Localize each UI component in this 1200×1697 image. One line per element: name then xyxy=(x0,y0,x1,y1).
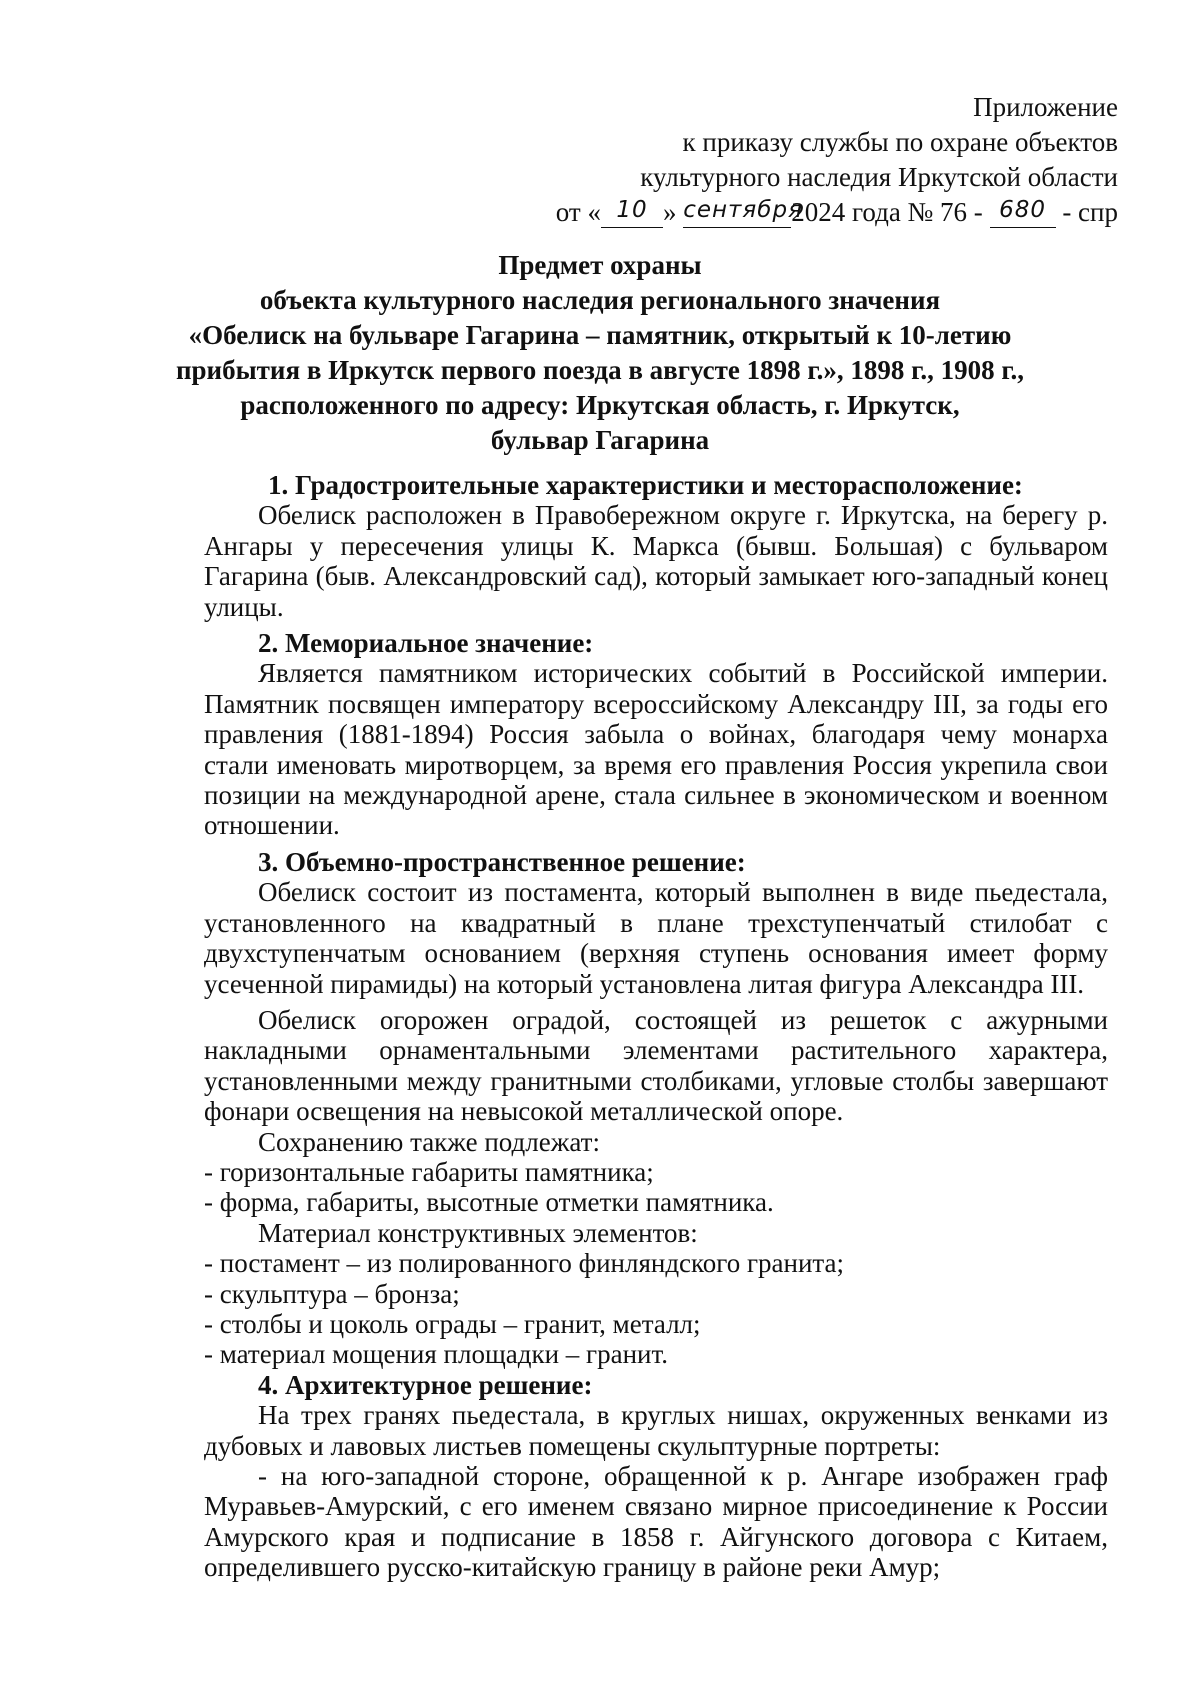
title-line-4: прибытия в Иркутск первого поезда в августе 1898 г.», 1898 г., 1908 г., xyxy=(175,355,1025,385)
authority-line: культурного наследия Иркутской области xyxy=(640,162,1118,192)
order-year-text: 2024 года № 76 - xyxy=(791,197,983,227)
order-reference-line: к приказу службы по охране объектов xyxy=(682,127,1118,157)
title-line-3: «Обелиск на бульваре Гагарина – памятник, открытый к 10-летию xyxy=(188,320,1012,350)
preserve-item: - форма, габариты, высотные отметки памятника. xyxy=(204,1187,774,1218)
appendix-header xyxy=(218,90,1118,232)
title-line-2: объекта культурного наследия регионального значения xyxy=(259,285,941,315)
order-quote-close: » xyxy=(662,197,677,227)
order-suffix: - спр xyxy=(1062,197,1118,227)
preserve-lead: Сохранению также подлежат: xyxy=(258,1126,600,1157)
section-2-heading: 2. Мемориальное значение: xyxy=(258,628,594,659)
preserve-item: - горизонтальные габариты памятника; xyxy=(204,1156,654,1187)
materials-item: - скульптура – бронза; xyxy=(204,1278,460,1309)
handwritten-month-value: сентября xyxy=(683,197,803,223)
materials-item: - постамент – из полированного финляндского гранита; xyxy=(204,1248,845,1279)
document-body xyxy=(204,470,1108,1583)
title-line-1: Предмет охраны xyxy=(498,250,702,280)
handwritten-day xyxy=(601,197,663,232)
section-4-paragraph-1: На трех гранях пьедестала, в круглых нишах, окруженных венками из дубовых и лавовых листьев помещены скульптурные портреты: xyxy=(204,1400,1108,1461)
handwritten-order-number xyxy=(990,197,1056,232)
appendix-label: Приложение xyxy=(973,92,1118,122)
title-line-5: расположенного по адресу: Иркутская область, г. Иркутск, xyxy=(240,390,960,420)
section-1-text: Обелиск расположен в Правобережном округе г. Иркутска, на берегу р. Ангары у пересечения улицы К. Маркса (бывш. Большая) с бульваром Гагарина (быв. Александровский сад), который замыкает юго-западный конец улицы. xyxy=(204,500,1108,622)
section-4-heading: 4. Архитектурное решение: xyxy=(258,1369,593,1400)
materials-item: - столбы и цоколь ограды – гранит, металл; xyxy=(204,1308,701,1339)
section-3-heading: 3. Объемно-пространственное решение: xyxy=(258,846,746,877)
section-4-paragraph-2: - на юго-западной стороне, обращенной к р. Ангаре изображен граф Муравьев-Амурский, с его именем связано мирное присоединение к России Амурского края и подписание в 1858 г. Айгунского договора с Китаем, определившего русско-китайскую границу в районе реки Амур; xyxy=(204,1461,1108,1583)
handwritten-day-value: 10 xyxy=(616,197,648,223)
handwritten-order-number-value: 680 xyxy=(999,197,1047,223)
handwritten-month xyxy=(683,197,803,232)
order-prefix: от « xyxy=(555,197,601,227)
document-title xyxy=(150,248,1050,458)
materials-item: - материал мощения площадки – гранит. xyxy=(204,1339,669,1370)
materials-lead: Материал конструктивных элементов: xyxy=(258,1217,698,1248)
order-date-number-line xyxy=(218,195,1118,232)
title-line-6: бульвар Гагарина xyxy=(490,425,710,455)
section-3-paragraph-2: Обелиск огорожен оградой, состоящей из решеток с ажурными накладными орнаментальными элементами растительного характера, установленными между гранитными столбиками, угловые столбы завершают фонари освещения на невысокой металлической опоре. xyxy=(204,1004,1108,1127)
section-2-text: Является памятником исторических событий в Российской империи. Памятник посвящен императору всероссийскому Александру III, за годы его правления (1881-1894) Россия забыла о войнах, благодаря чему монарха стали именовать миротворцем, за время его правления Россия укрепила свои позиции на международной арене, стала сильнее в экономическом и военном отношении. xyxy=(204,658,1108,841)
section-3-paragraph-1: Обелиск состоит из постамента, который выполнен в виде пьедестала, установленного на квадратный в плане трехступенчатый стилобат с двухступенчатым основанием (верхняя ступень основания имеет форму усеченной пирамиды) на который установлена литая фигура Александра III. xyxy=(204,877,1108,999)
section-1-heading: 1. Градостроительные характеристики и месторасположение: xyxy=(268,470,1023,500)
